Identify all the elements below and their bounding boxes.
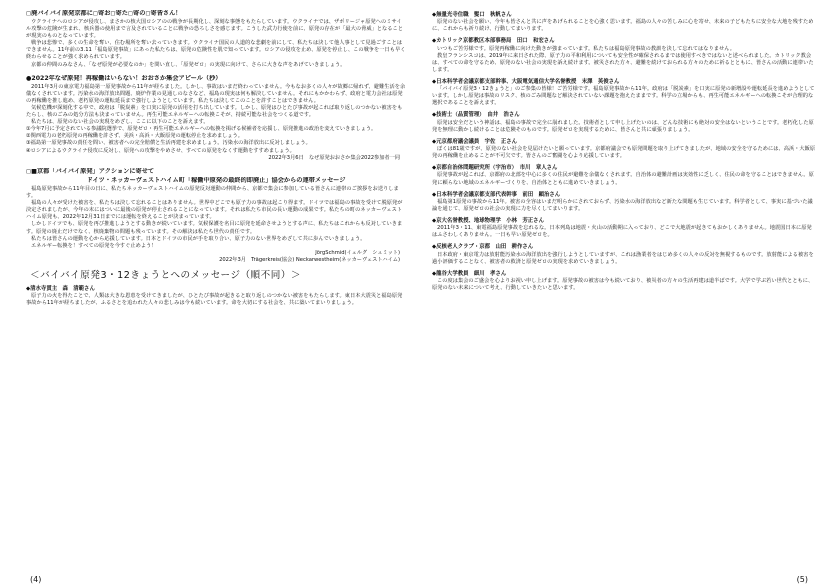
entry-title: ◆無量光寺住職 髪口 秋帆さん xyxy=(432,12,512,18)
message-entry xyxy=(432,38,816,74)
paragraph: 私たちは、原発のない社会の実現をめざし、ここに以下のことを訴えます。 xyxy=(31,119,209,126)
paragraph: 私たちは皆さんの運動を心から応援しています。日本とドイツの市民が手を取り合い、原子力のない世界をめざして共に歩んでいきましょう。 xyxy=(31,235,366,242)
entry-title: ◆清水寺貫主 森 清範さん xyxy=(26,285,95,292)
message-entry xyxy=(432,12,816,33)
section-german-message xyxy=(26,168,406,265)
entry-title: ◆京大名誉教授、地球物理学 小林 芳正さん xyxy=(432,218,544,225)
entry-title: ◆元京都府議会議員 宇佐 正さん xyxy=(432,138,518,145)
message-entry xyxy=(432,79,816,107)
message-entry xyxy=(432,165,816,186)
paragraph: 「バイバイ原発3・12きょうと」のご参集の皆様！ご苦労様です。福島原発事故から11年。政府は「脱炭素」を口実に原発の新増設や運転延長を進めようとしています。しかし原発は事故のリスク、核のごみ問題など解決されていない課題を抱えたままです。科学の立場からも、再生可能エネルギーへの転換こそが合理的な選択であることを訴えます。 xyxy=(432,86,815,107)
entry-title: ◆京都自治体問題研究所（宇治市） 市川 章人さん xyxy=(432,165,558,172)
messages-heading: ＜バイバイ原発3・12きょうとへのメッセージ（順不同）＞ xyxy=(30,269,302,281)
signature: JörgSchmid(イェルグ シュミット) xyxy=(315,249,400,256)
paragraph: 日本政府・東京電力は放射能汚染水の海洋放出を強行しようとしていますが、これは漁業者をはじめ多くの人々の反対を無視するものです。放射能による被害を過小評価することなく、被害者の救済と原発ゼロの実現を求めていきましょう。 xyxy=(432,251,814,265)
paragraph: 原子力の火を得たことで、人類は大きな恩恵を受けてきましたが、ひとたび事故が起きると取り返しのつかない被害をもたらします。東日本大震災と福島原発事故から11年が経ちましたが、ふるさとを追われた人々の悲しみは今も続いています。命を大切にする社会を、共に築いてまいりましょう。 xyxy=(26,292,403,306)
section-title: ◻︎廃バイバイ原発京都に◻︎寄お◻︎寄た◻︎寄の◻︎寄皆さん！ xyxy=(26,10,182,17)
paragraph: 福島の人々が受けた被害を、私たちは決して忘れることはありません。世界中どこでも原子力の事故は起こり得ます。ドイツでは福島の事故を受けて脱原発が決定されましたが、今年の末にはついに最後の原発が停止されることになっています。それは私たち市民の長い運動の成果です。私たちの町のネッカーヴェストハイム原発も、2022年12月31日までには運転を終えることが決まっています。 xyxy=(26,200,403,221)
entry-title: ◆日本科学者会議京都支部幹事、大阪電気通信大学名誉教授 末澤 英俊さん xyxy=(432,78,620,85)
entry-title: ◆技術士（品質管理） 由井 浩さん xyxy=(432,112,520,119)
signature: 2022年3月 Trägerkreis(協会) Neckarwestheim(ネッカーヴェストハイム) xyxy=(219,257,400,264)
paragraph: この度は集会のご盛会を心よりお祝い申し上げます。原発事故の被害は今も続いており、被災者の方々の生活再建は道半ばです。大学で学ぶ若い世代とともに、原発のない未来について考え、行動していきたいと思います。 xyxy=(432,278,814,292)
list-item: ①今年7月に予定されている参議院選挙で、原発ゼロ・再生可能エネルギーへの転換を掲げる候補者を応援し、原発推進の政治を変えていきましょう。 xyxy=(26,126,377,133)
paragraph: 福島原発事故から11年目の日に、私たちネッカーヴェストハイムの原発反対運動の仲間から、京都で集会に参加している皆さんに連帯のご挨拶をお送りします。 xyxy=(26,186,399,200)
section-opening-message xyxy=(26,10,406,69)
signature: 2022年3月6日 なぜ原発おおさか集会2022参加者一同 xyxy=(268,154,400,161)
paragraph: しかしドイツでも、原発を再び推進しようとする動きが続いています。気候保護を名目に原発を延命させようとする声に、私たちはこれからも反対していきます。原発の廃止だけでなく、核廃棄物の問題も残っています。その解決は私たち世代の責任です。 xyxy=(26,221,403,235)
message-entry xyxy=(432,139,816,160)
entry-title: ◆反核老人クラブ・京都 山田 耕作さん xyxy=(432,244,534,251)
section-title: ◻︎■京都「バイバイ原発」アクションに寄せて xyxy=(26,168,155,175)
entry-title: ◆日本科学者会議京都支部代表幹事 前田 顕治さん xyxy=(432,191,561,198)
paragraph: 原発は安全だという神話は、福島の事故で完全に崩れました。技術者として申し上げたいのは、どんな技術にも絶対の安全はないということです。老朽化した原発を無理に動かし続けることは危険そのものです。原発ゼロを実現するために、皆さんと共に頑張りましょう。 xyxy=(432,119,814,133)
page-number: (4) xyxy=(30,575,42,584)
section-subtitle: ドイツ・ネッカーヴェストハイム町「稼働中原発の最終的即廃止」協会からの連帯メッセージ xyxy=(86,177,346,184)
message-entry xyxy=(26,286,406,307)
right-page xyxy=(420,0,840,588)
entry-title: ◆カトリック京都教区本部事務局 田口 和宏さん xyxy=(432,38,555,45)
list-item: ②関西電力の老朽原発の再稼働を許さず、美浜・高浜・大飯原発の運転停止を求めましょう。 xyxy=(26,133,243,140)
paragraph: エネルギー転換を！すべての原発を今すぐ止めよう！ xyxy=(31,242,157,249)
entry-title: ◆龍谷大学教員 細川 孝さん xyxy=(432,270,507,277)
paragraph: いつもご苦労様です。原発再稼働に向けた動きが強まっています。私たちは福島原発事故の教訓を決して忘れてはなりません。 xyxy=(437,45,736,52)
paragraph: 原発事故が起これば、京都府の北部を中心に多くの住民が避難を余儀なくされます。自治体の避難計画は実効性に乏しく、住民の命を守ることはできません。原発に頼らない地域のエネルギーづくりを、自治体とともに進めていきましょう。 xyxy=(432,172,814,186)
paragraph: ウクライナへのロシアが侵攻し、まさかの核大国ロシアのの戦争が長期化し、深刻な事態をもたらしています。ウクライナでは、ザポリージャ原発へのミサイル攻撃の危険が生まれ、核兵器の使用まで言及されていることに戦争の恐ろしさを感じます。こうした武力行使を前に、原発の存在が「最大の脅威」となることが現実のものとなっています。 xyxy=(26,19,403,40)
paragraph: 2011年3・11、東電福島原発事故を忘れるな。日本列島は地震・火山の活動期に入っており、どこで大地震が起きてもおかしくありません。地震国日本に原発はふさわしくありません。一日も早い原発ゼロを。 xyxy=(432,225,812,239)
paragraph: 京都の仲間のみなさん、「なぜ原発が必要なのか」を問い直し、「原発ゼロ」の実現に向けて、さらに大きな声をあげていきましょう。 xyxy=(31,61,346,68)
message-entry xyxy=(432,271,816,292)
message-entry xyxy=(432,244,816,265)
section-title: ●2022年なぜ原発！再稼働はいらない！おおさか集会アピール（抄） xyxy=(26,74,222,82)
paragraph: 気候危機が深刻化する中で、政府は「脱炭素」を口実に原発の活用を打ち出しています。しかし、原発はひとたび事故が起これば取り返しのつかない被害をもたらし、核のごみの処分方法も決まっていません。再生可能エネルギーへの転換こそが、持続可能な社会をつくる道です。 xyxy=(26,104,403,119)
message-entry xyxy=(432,112,816,133)
page-number: (5) xyxy=(796,575,808,584)
paragraph: 原発のない社会を願い、今年も皆さんと共に声をあげられることを心強く思います。福島の人々の苦しみに心を寄せ、未来の子どもたちに安全な大地を残すために、これからも祈り続け、行動してまいります。 xyxy=(432,19,814,33)
paragraph: 教皇フランシスコは、2019年に来日された際、原子力の平和利用についても安全性が確保されるまでは使用すべきではないと述べられました。カトリック教会は、すべての命を守るため、原発のない社会の実現を訴え続けます。被災された方々、避難を続けておられる方々のために祈るとともに、皆さんの活動に連帯いたします。 xyxy=(432,52,814,73)
paragraph: 2011年3月の東京電力福島第一原発事故から11年が経ちました。しかし、事故はいまだ終わっていません。今もなお多くの人々が故郷に帰れず、避難生活を余儀なくされています。汚染水の海洋放出問題、廃炉作業の見通しのなさなど、福島の現実は何も解決していません。それにもかかわらず、政府と電力会社は原発の再稼働を推し進め、老朽原発の運転延長まで強行しようとしています。私たちは決してこのことを許すことはできません。 xyxy=(26,83,406,104)
message-entry xyxy=(432,192,816,213)
section-osaka-appeal xyxy=(26,75,406,162)
message-entry xyxy=(432,218,816,239)
paragraph: 福島第1原発の事故から11年。被害の全容はいまだ明らかにされておらず、汚染水の海洋放出など新たな問題も生じています。科学者として、事実に基づいた議論を通じて、原発ゼロの社会の実現に力を尽くしてまいります。 xyxy=(432,198,813,212)
list-item: ③福島第一原発事故の責任を問い、被害者への完全賠償と生活再建を求めましょう。汚染水の海洋放出に反対しましょう。 xyxy=(26,140,311,147)
paragraph: 戦争は悲惨で、多くの生命を奪い、住む場所を奪い去っていきます。ウクライナ国民の人道的な悲劇を前にして、私たちは決して他人事として見過ごすことはできません。11年前の3.11「福島原発事故」にあった私たちは、原発の危険性を肌で知っています。ロシアの侵攻を止め、原発を停止し、この戦争を一日も早く終わらせることが強く求められています。 xyxy=(26,40,406,61)
list-item: ④ロシアによるウクライナ侵攻に反対し、原発への攻撃をやめさせ、すべての原発をなくす運動をすすめましょう。 xyxy=(26,147,295,154)
paragraph: ぼくは81歳ですが、原発のない社会を見届けたいと願っています。京都府議会でも原発問題を取り上げてきましたが、地域の安全を守るためには、高浜・大飯原発の再稼働を止めることが不可欠です。皆さんのご奮闘を心より応援しています。 xyxy=(432,146,816,160)
